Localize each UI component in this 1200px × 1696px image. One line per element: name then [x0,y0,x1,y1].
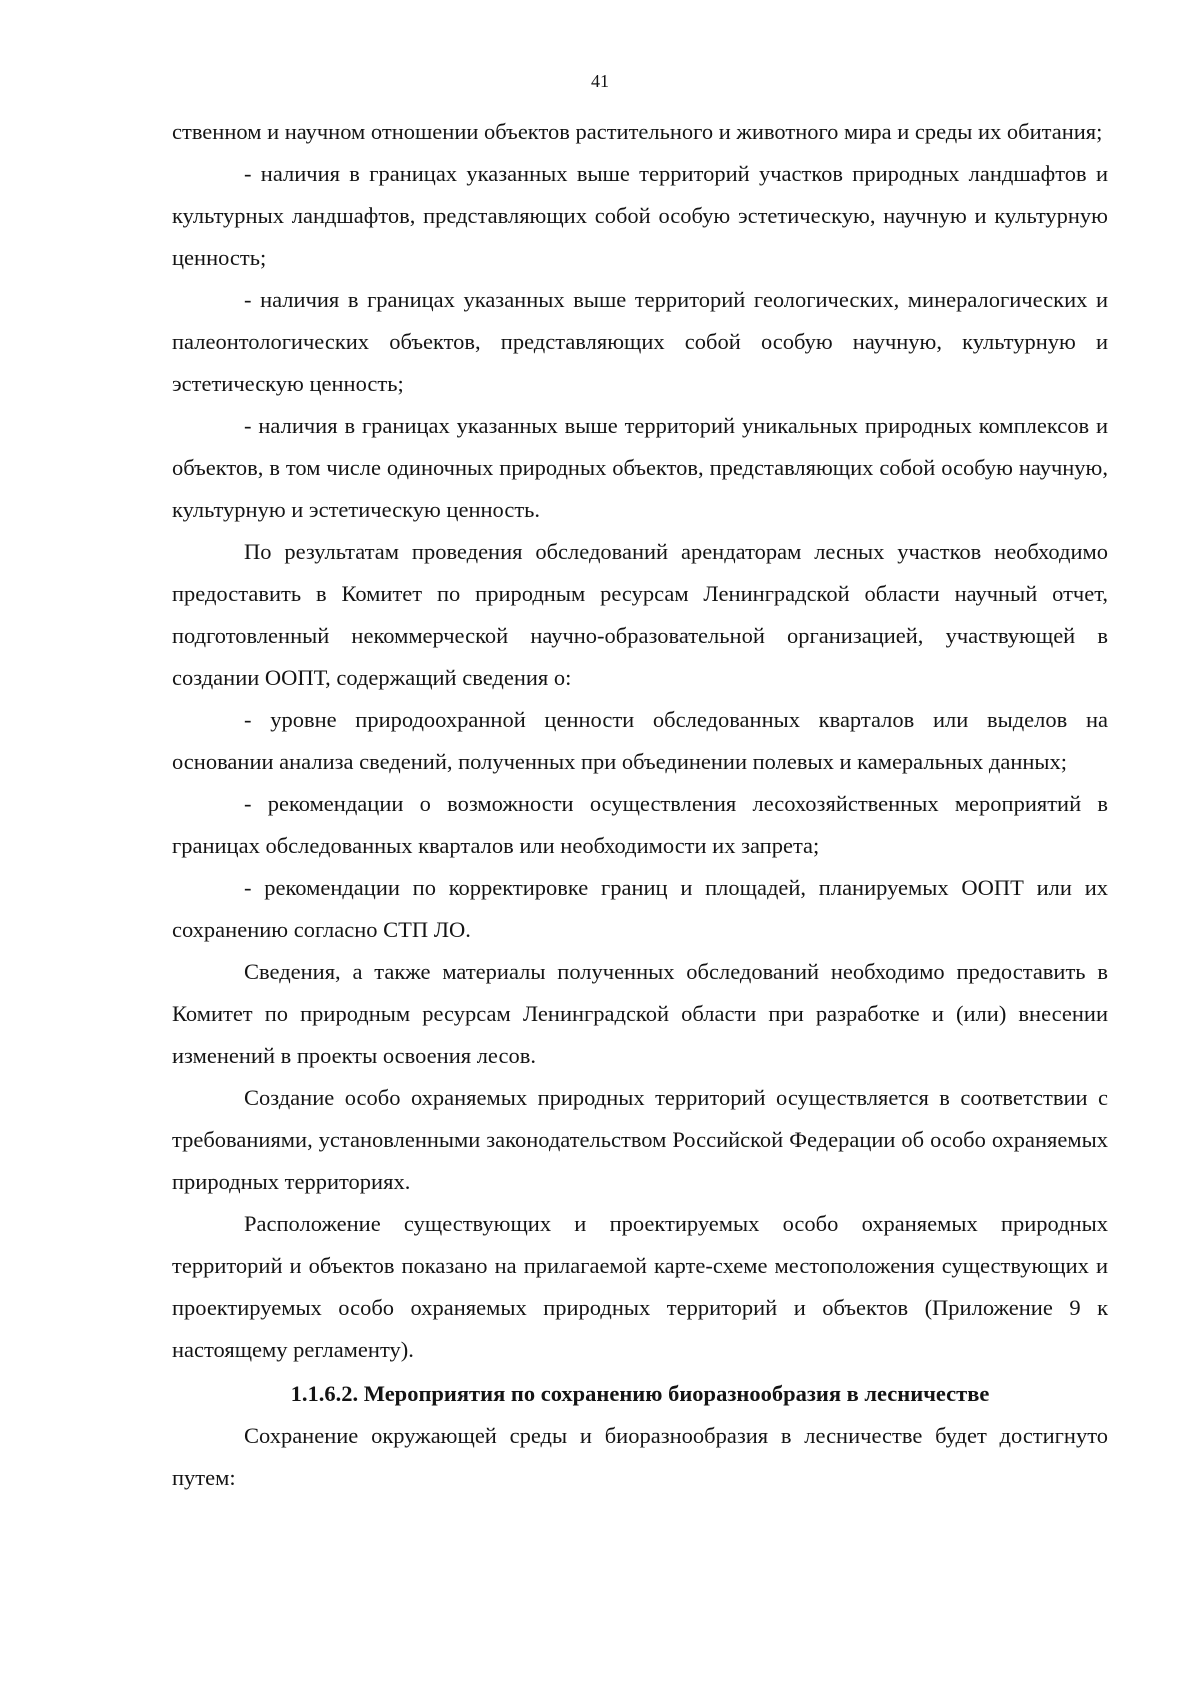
list-item-conservation-value: - уровне природоохранной ценности обследованных кварталов или выделов на основании анализа сведений, полученных при объединении полевых и камеральных данных; [172,707,1108,774]
list-item-unique-complexes: - наличия в границах указанных выше территорий уникальных природных комплексов и объектов, в том числе одиночных природных объектов, представляющих собой особую научную, культурную и эстетическую ценность. [172,413,1108,522]
paragraph-survey-results: По результатам проведения обследований арендаторам лесных участков необходимо предоставить в Комитет по природным ресурсам Ленинградской области научный отчет, подготовленный некоммерческой научно-образовательной организацией, участвующей в создании ООПТ, содержащий сведения о: [172,539,1108,690]
paragraph-continuation: ственном и научном отношении объектов растительного и животного мира и среды их обитания; [172,119,1103,144]
list-item-landscapes: - наличия в границах указанных выше территорий участков природных ландшафтов и культурных ландшафтов, представляющих собой особую эстетическую, научную и культурную ценность; [172,161,1108,270]
page-number: 41 [591,71,609,91]
document-body [172,111,1108,1499]
paragraph-oopt-location: Расположение существующих и проектируемых особо охраняемых природных территорий и объектов показано на прилагаемой карте-схеме местоположения существующих и проектируемых особо охраняемых природных территорий и объектов (Приложение 9 к настоящему регламенту). [172,1211,1108,1362]
list-item-boundary-recommendations: - рекомендации по корректировке границ и площадей, планируемых ООПТ или их сохранению согласно СТП ЛО. [172,875,1108,942]
paragraph-materials-submission: Сведения, а также материалы полученных обследований необходимо предоставить в Комитет по природным ресурсам Ленинградской области при разработке и (или) внесении изменений в проекты освоения лесов. [172,959,1108,1068]
paragraph-oopt-creation: Создание особо охраняемых природных территорий осуществляется в соответствии с требованиями, установленными законодательством Российской Федерации об особо охраняемых природных территориях. [172,1085,1108,1194]
section-heading: 1.1.6.2. Мероприятия по сохранению биоразнообразия в лесничестве [290,1381,990,1406]
paragraph-biodiversity-intro: Сохранение окружающей среды и биоразнообразия в лесничестве будет достигнуто путем: [172,1423,1108,1490]
list-item-forestry-recommendations: - рекомендации о возможности осуществления лесохозяйственных мероприятий в границах обследованных кварталов или необходимости их запрета; [172,791,1108,858]
list-item-geological-objects: - наличия в границах указанных выше территорий геологических, минералогических и палеонтологических объектов, представляющих собой особую научную, культурную и эстетическую ценность; [172,287,1108,396]
